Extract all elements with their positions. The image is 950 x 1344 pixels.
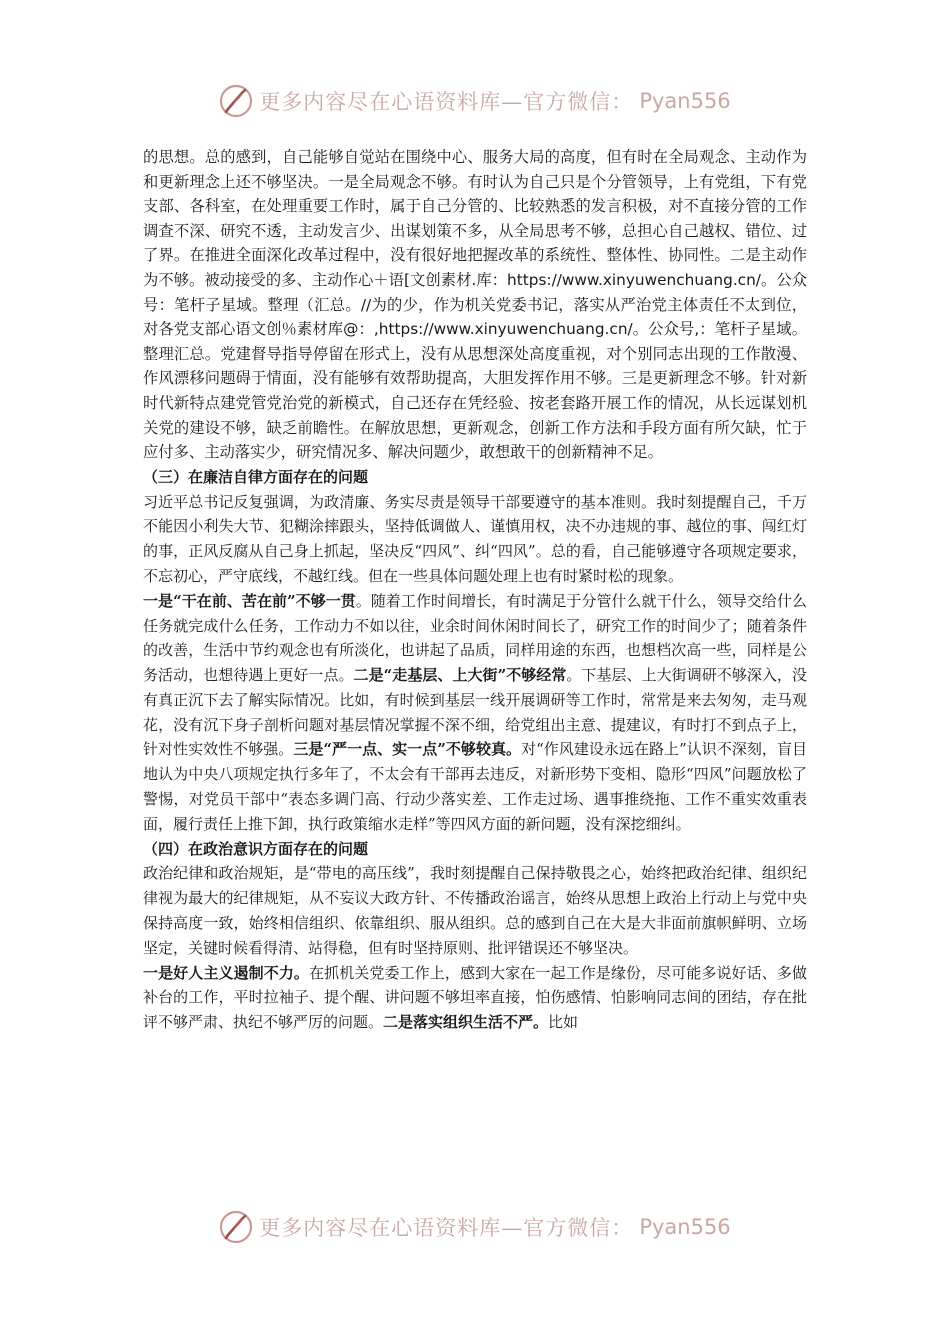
paragraph: 一是好人主义遏制不力。在抓机关党委工作上，感到大家在一起工作是缘份，尽可能多说好话、多做补台的工作，平时拉袖子、提个醒、讲问题不够坦率直接，怕伤感情、怕影响同志间的团结，存在批评不够严肃、执纪不够严厉的问题。二是落实组织生活不严。比如 — [143, 963, 807, 1032]
bold-lead: 一是好人主义遏制不力。 — [143, 963, 310, 982]
banner-text: 更多内容尽在心语资料库—官方微信： — [259, 90, 634, 114]
paragraph: 的思想。总的感到，自己能够自觉站在围绕中心、服务大局的高度，但有时在全局观念、主动作为和更新理念上还不够坚决。一是全局观念不够。有时认为自己只是个分管领导，上有党组，下有党支部、各科室，在处理重要工作时，属于自己分管的、比较熟悉的发言积极，对不直接分管的工作调查不深、研究不透，主动发言少、出谋划策不多，从全局思考不够，总担心自己越权、错位、过了界。在推进全面深化改革过程中，没有很好地把握改革的系统性、整体性、协同性。二是主动作为不够。被动接受的多、主动作心＋语[文创素材.库：https://www.xinyuwenchuang.cn/。公众号：笔杆子星域。整理（汇总。//为的少，作为机关党委书记，落实从严治党主体责任不太到位，对各党支部心语文创％素材库@：,https://www.xinyuwenchuang.cn/。公众号,：笔杆子星域。整理汇总。党建督导指导停留在形式上，没有从思想深处高度重视，对个别同志出现的工作散漫、作风漂移问题碍于情面，没有能够有效帮助提高，大胆发挥作用不够。三是更新理念不够。针对新时代新特点建党管党治党的新模式，自己还存在凭经验、按老套路开展工作的情况，从长远谋划机关党的建设不够，缺乏前瞻性。在解放思想，更新观念，创新工作方法和手段方面有所欠缺，忙于应付多、主动落实少，研究情况多、解决问题少，敢想敢干的创新精神不足。 — [143, 148, 807, 462]
banner-text: 更多内容尽在心语资料库—官方微信： — [259, 1216, 634, 1240]
paragraph: 政治纪律和政治规矩，是“带电的高压线”，我时刻提醒自己保持敬畏之心，始终把政治纪律、组织纪律视为最大的纪律规矩，从不妄议大政方针、不传播政治谣言，始终从思想上政治上行动上与党中央保持高度一致，始终相信组织、依靠组织、服从组织。总的感到自己在大是大非面前旗帜鲜明、立场坚定，关键时候看得清、站得稳，但有时坚持原则、批评错误还不够坚决。 — [143, 864, 807, 957]
footer-banner — [0, 1210, 950, 1249]
paragraph: 一是“干在前、苦在前”不够一贯。随着工作时间增长，有时满足于分管什么就干什么，领导交给什么任务就完成什么任务，工作动力不如以往，业余时间休闲时间长了，研究工作的时间少了；随着条件的改善，生活中节约观念也有所淡化，也讲起了品质，同样用途的东西，也想档次高一些，同样是公务活动，也想待遇上更好一点。二是“走基层、上大街”不够经常。下基层、上大街调研不够深入，没有真正沉下去了解实际情况。比如，有时候到基层一线开展调研等工作时，常常是来去匆匆，走马观花，没有沉下身子剖析问题对基层情况掌握不深不细，给党组出主意、提建议，有时打不到点子上，针对性实效性不够强。三是“严一点、实一点”不够较真。对“作风建设永远在路上”认识不深刻，盲目地认为中央八项规定执行多年了，不太会有干部再去违反，对新形势下变相、隐形“四风”问题放松了警惕，对党员干部中“表态多调门高、行动少落实差、工作走过场、遇事推绕拖、工作不重实效重表面，履行责任上推下卸，执行政策缩水走样”等四风方面的新问题，没有深挖细纠。 — [143, 591, 807, 833]
bold-lead: 二是落实组织生活不严。 — [383, 1013, 549, 1032]
document-body — [143, 145, 807, 1035]
section-heading: （三）在廉洁自律方面存在的问题 — [143, 467, 369, 486]
quill-logo-icon — [219, 1210, 253, 1244]
bold-lead: 二是“走基层、上大街”不够经常 — [353, 666, 567, 685]
bold-lead: 一是“干在前、苦在前”不够一贯 — [143, 591, 356, 610]
quill-logo-icon — [219, 84, 253, 118]
section-heading: （四）在政治意识方面存在的问题 — [143, 839, 369, 858]
header-banner — [0, 84, 950, 123]
banner-wechat-id: Pyan556 — [639, 89, 731, 113]
bold-lead: 三是“严一点、实一点”不够较真。 — [293, 740, 522, 759]
banner-wechat-id: Pyan556 — [639, 1215, 731, 1239]
paragraph: 习近平总书记反复强调，为政清廉、务实尽责是领导干部要遵守的基本准则。我时刻提醒自己，千万不能因小利失大节、犯糊涂摔跟头，坚持低调做人、谨慎用权，决不办违规的事、越位的事、闯红灯的事，正风反腐从自己身上抓起，坚决反“四风”、纠“四风”。总的看，自己能够遵守各项规定要求，不忘初心，严守底线，不越红线。但在一些具体问题处理上也有时紧时松的现象。 — [143, 492, 807, 585]
